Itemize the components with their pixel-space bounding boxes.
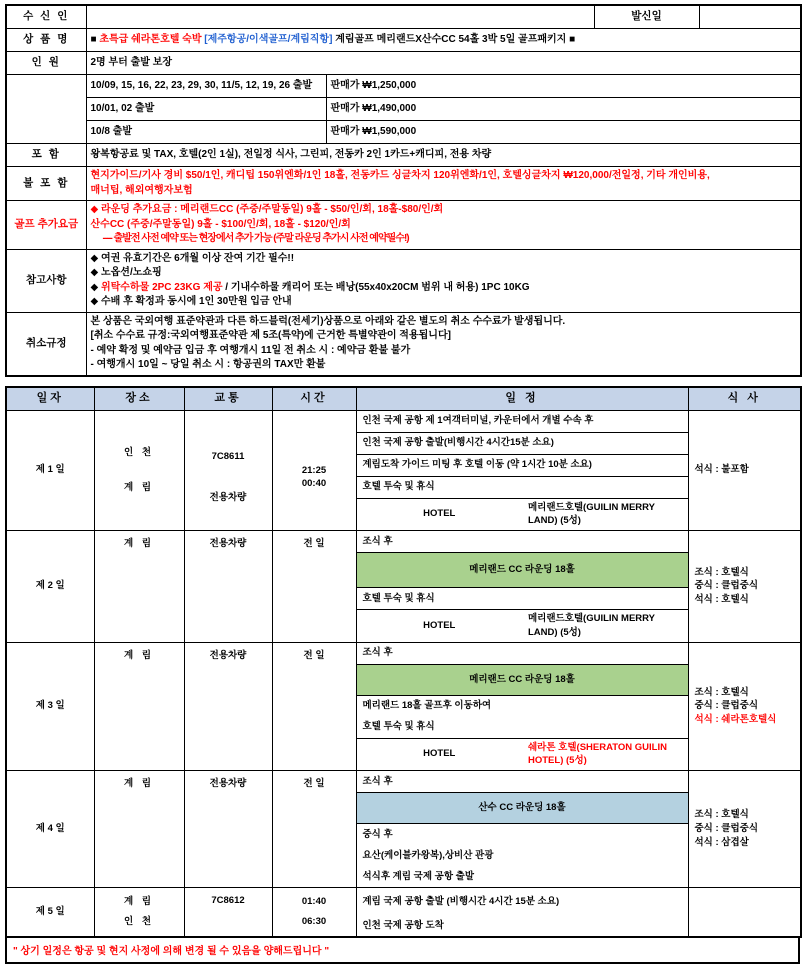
itinerary-header-row bbox=[6, 387, 801, 411]
title-mark-open: ■ bbox=[91, 34, 97, 45]
meal-3-0: 조식 : 호텔식 bbox=[695, 808, 797, 822]
schedule-text-0-2: 계림도착 가이드 미팅 후 호텔 이동 (약 1시간 10분 소요) bbox=[357, 454, 688, 476]
price-amount-0: 판매가 ₩1,250,000 bbox=[326, 75, 801, 98]
time-4-0: 01:40 bbox=[277, 895, 352, 909]
table-row-product-name bbox=[6, 29, 801, 52]
price-amount-2: 판매가 ₩1,590,000 bbox=[326, 121, 801, 144]
day-time-2: 전 일 bbox=[272, 642, 356, 771]
schedule-text-2-0: 조식 후 bbox=[357, 643, 688, 665]
meal-1-1: 중식 : 클럽중식 bbox=[695, 579, 797, 593]
meal-3-1: 중식 : 클럽중식 bbox=[695, 822, 797, 836]
meal-3-2: 석식 : 삼겹살 bbox=[695, 836, 797, 850]
note-bullet-1: ◆ bbox=[91, 267, 99, 278]
included-value: 왕복항공료 및 TAX, 호텔(2인 1실), 전일정 식사, 그린피, 전동카 2인 1카드+캐디피, 전용 차량 bbox=[86, 144, 801, 167]
schedule-item-highlight bbox=[357, 664, 688, 695]
day-schedule-3 bbox=[356, 771, 688, 888]
day-place-3: 계 림 bbox=[94, 771, 184, 888]
recipient-label: 수 신 인 bbox=[6, 5, 86, 29]
title-mark-close: ■ bbox=[569, 34, 575, 45]
golf-round-highlight-2: 메리랜드 CC 라운딩 18홀 bbox=[357, 664, 688, 695]
day-label-2: 제 3 일 bbox=[6, 642, 94, 771]
place-0-0: 인 천 bbox=[99, 446, 180, 460]
schedule-item bbox=[357, 912, 688, 936]
header-schedule: 일 정 bbox=[356, 387, 688, 411]
schedule-item bbox=[357, 771, 688, 793]
golf-round-highlight-1: 메리랜드 CC 라운딩 18홀 bbox=[357, 553, 688, 588]
day-place-2: 계 림 bbox=[94, 642, 184, 771]
cancel-line-3: - 여행개시 10일 ~ 당일 취소 시 : 항공권의 TAX만 환불 bbox=[91, 358, 797, 373]
title-blue-segment: [제주항공/이색골프/계림직항] bbox=[204, 34, 332, 45]
table-row-day3 bbox=[6, 642, 801, 771]
day-transport-2: 전용차량 bbox=[184, 642, 272, 771]
schedule-item bbox=[357, 888, 688, 912]
note-text-0: 여권 유효기간은 6개월 이상 잔여 기간 필수!! bbox=[101, 253, 294, 264]
place-0-1: 계 림 bbox=[99, 481, 180, 495]
day-schedule-0 bbox=[356, 410, 688, 531]
meal-0-0: 석식 : 불포함 bbox=[695, 463, 797, 477]
table-row-persons bbox=[6, 52, 801, 75]
product-title-cell bbox=[86, 29, 801, 52]
table-row-notes bbox=[6, 249, 801, 312]
header-day: 일자 bbox=[6, 387, 94, 411]
time-0-0: 21:25 bbox=[277, 464, 352, 478]
schedule-text-1-0: 조식 후 bbox=[357, 531, 688, 553]
table-row-price-2 bbox=[6, 98, 801, 121]
schedule-text-3-2: 중식 후 bbox=[357, 824, 688, 846]
price-amount-1: 판매가 ₩1,490,000 bbox=[326, 98, 801, 121]
cancel-value bbox=[86, 312, 801, 376]
schedule-item bbox=[357, 454, 688, 476]
title-red-segment: 초특급 쉐라톤호텔 숙박 bbox=[99, 34, 201, 45]
table-row-day2 bbox=[6, 531, 801, 643]
schedule-item bbox=[357, 643, 688, 665]
schedule-text-4-0: 계림 국제 공항 출발 (비행시간 4시간 15분 소요) bbox=[357, 888, 688, 912]
note-line-0 bbox=[91, 252, 797, 267]
day-label-0: 제 1 일 bbox=[6, 410, 94, 531]
note-bullet-0: ◆ bbox=[91, 253, 99, 264]
schedule-item bbox=[357, 531, 688, 553]
table-row-day5 bbox=[6, 888, 801, 938]
price-dates-2: 10/8 출발 bbox=[86, 121, 326, 144]
golf-fee-line-1: 산수CC (주중/주말동일) 9홀 - $100/인/회, 18홀 - $120/인/회 bbox=[91, 218, 797, 233]
hotel-value-0: 메리랜드호텔(GUILIN MERRY LAND) (5성) bbox=[522, 498, 688, 530]
day-transport-0 bbox=[184, 410, 272, 531]
price-dates-1: 10/01, 02 출발 bbox=[86, 98, 326, 121]
day-label-4: 제 5 일 bbox=[6, 888, 94, 938]
schedule-item bbox=[357, 588, 688, 610]
time-0-1: 00:40 bbox=[277, 477, 352, 491]
header-meal: 식 사 bbox=[688, 387, 801, 411]
table-row-excluded bbox=[6, 167, 801, 201]
title-black-segment: 계림골프 메리랜드X산수CC 54홀 3박 5일 골프패키지 bbox=[335, 34, 566, 45]
day-time-1: 전 일 bbox=[272, 531, 356, 643]
day-meal-2 bbox=[688, 642, 801, 771]
hotel-value-2: 쉐라톤 호텔(SHERATON GUILIN HOTEL) (5성) bbox=[522, 738, 688, 770]
day-meal-0 bbox=[688, 410, 801, 531]
footer-disclaimer: " 상기 일정은 항공 및 현지 사정에 의해 변경 될 수 있음을 양해드립니다 " bbox=[5, 938, 800, 964]
day-schedule-1 bbox=[356, 531, 688, 643]
place-4-0: 계 림 bbox=[99, 895, 180, 909]
excluded-value bbox=[86, 167, 801, 201]
meal-1-2: 석식 : 호텔식 bbox=[695, 593, 797, 607]
schedule-list-0 bbox=[357, 411, 688, 531]
itinerary-table bbox=[5, 386, 802, 939]
included-label: 포 함 bbox=[6, 144, 86, 167]
note-line-1 bbox=[91, 266, 797, 281]
schedule-item bbox=[357, 432, 688, 454]
table-row-day1 bbox=[6, 410, 801, 531]
price-label-blank bbox=[6, 75, 86, 144]
recipient-value bbox=[86, 5, 594, 29]
cancel-line-2: - 예약 확정 및 예약금 입금 후 여행개시 11일 전 취소 시 : 예약금 환불 불가 bbox=[91, 344, 797, 359]
sender-date-label: 발신일 bbox=[594, 5, 699, 29]
persons-value: 2명 부터 출발 보장 bbox=[86, 52, 801, 75]
table-row-cancel-policy bbox=[6, 312, 801, 376]
cancel-label: 취소규정 bbox=[6, 312, 86, 376]
day-place-0 bbox=[94, 410, 184, 531]
note-bullet-3: ◆ bbox=[91, 296, 99, 307]
golf-fee-label: 골프 추가요금 bbox=[6, 201, 86, 250]
day-meal-1 bbox=[688, 531, 801, 643]
day-label-3: 제 4 일 bbox=[6, 771, 94, 888]
notes-value bbox=[86, 249, 801, 312]
sender-date-value bbox=[699, 5, 801, 29]
header-time: 시간 bbox=[272, 387, 356, 411]
schedule-list-1 bbox=[357, 531, 688, 642]
golf-fee-line-0: ◆ 라운딩 추가요금 : 메리랜드CC (주중/주말동일) 9홀 - $50/인/회, 18홀-$80/인/회 bbox=[91, 203, 797, 218]
table-row-included bbox=[6, 144, 801, 167]
schedule-list-3 bbox=[357, 771, 688, 887]
price-dates-0: 10/09, 15, 16, 22, 23, 29, 30, 11/5, 12, 19, 26 출발 bbox=[86, 75, 326, 98]
transport-0-0: 7C8611 bbox=[189, 450, 268, 464]
schedule-item-highlight bbox=[357, 793, 688, 824]
day-transport-1: 전용차량 bbox=[184, 531, 272, 643]
excluded-label: 불 포 함 bbox=[6, 167, 86, 201]
day-meal-4 bbox=[688, 888, 801, 938]
table-row-price-3 bbox=[6, 121, 801, 144]
note-line-2 bbox=[91, 281, 797, 296]
notes-label: 참고사항 bbox=[6, 249, 86, 312]
schedule-item bbox=[357, 717, 688, 739]
place-4-1: 인 천 bbox=[99, 915, 180, 929]
note-text-2-red: 위탁수하물 2PC 23KG 제공 bbox=[101, 282, 223, 293]
schedule-text-4-1: 인천 국제 공항 도착 bbox=[357, 912, 688, 936]
schedule-item bbox=[357, 476, 688, 498]
hotel-key-0: HOTEL bbox=[357, 498, 523, 530]
day-time-3: 전 일 bbox=[272, 771, 356, 888]
itinerary-section bbox=[5, 386, 800, 964]
meal-1-0: 조식 : 호텔식 bbox=[695, 566, 797, 580]
schedule-item bbox=[357, 411, 688, 433]
transport-0-1: 전용차량 bbox=[189, 491, 268, 505]
table-row-day4 bbox=[6, 771, 801, 888]
note-bullet-2: ◆ bbox=[91, 282, 99, 293]
schedule-hotel-row bbox=[357, 610, 688, 642]
schedule-text-3-4: 석식후 계림 국제 공항 출발 bbox=[357, 866, 688, 887]
persons-label: 인 원 bbox=[6, 52, 86, 75]
day-schedule-2 bbox=[356, 642, 688, 771]
schedule-text-3-0: 조식 후 bbox=[357, 771, 688, 793]
meal-2-1: 중식 : 클럽중식 bbox=[695, 699, 797, 713]
day-transport-4: 7C8612 bbox=[184, 888, 272, 938]
table-row-price-1 bbox=[6, 75, 801, 98]
schedule-text-2-2: 메리랜드 18홀 골프후 이동하여 bbox=[357, 695, 688, 717]
schedule-item-highlight bbox=[357, 553, 688, 588]
schedule-text-0-3: 호텔 투숙 및 휴식 bbox=[357, 476, 688, 498]
cancel-line-1: [취소 수수료 규정:국외여행표준약관 제 5조(특약)에 근거한 특별약관이 적용됩니다] bbox=[91, 329, 797, 344]
note-text-1: 노옵션/노쇼핑 bbox=[101, 267, 162, 278]
note-text-3: 수배 후 확정과 동시에 1인 30만원 입금 안내 bbox=[101, 296, 292, 307]
schedule-hotel-row bbox=[357, 738, 688, 770]
time-4-1: 06:30 bbox=[277, 915, 352, 929]
schedule-text-0-1: 인천 국제 공항 출발(비행시간 4시간15분 소요) bbox=[357, 432, 688, 454]
schedule-list-2 bbox=[357, 643, 688, 771]
day-time-0 bbox=[272, 410, 356, 531]
schedule-item bbox=[357, 695, 688, 717]
day-place-1: 계 림 bbox=[94, 531, 184, 643]
excluded-line-0: 현지가이드/기사 경비 $50/1인, 캐디팁 150위엔화/1인 18홀, 전동카드 싱글차지 120위엔화/1인, 호텔싱글차지 ₩120,000/전일정, 기타 개인비용, bbox=[91, 169, 797, 184]
day-meal-3 bbox=[688, 771, 801, 888]
golf-fee-line-2: ---- 출발전 사전 예약 또는 현장에서 추가 가능 (주말 라운딩 추가시 사전 예약필수!) bbox=[91, 232, 797, 247]
schedule-item bbox=[357, 845, 688, 866]
cancel-line-0: 본 상품은 국외여행 표준약관과 다른 하드블럭(전세기)상품으로 아래와 같은 별도의 취소 수수료가 발생됩니다. bbox=[91, 315, 797, 330]
header-place: 장소 bbox=[94, 387, 184, 411]
day-time-4 bbox=[272, 888, 356, 938]
day-label-1: 제 2 일 bbox=[6, 531, 94, 643]
hotel-value-1: 메리랜드호텔(GUILIN MERRY LAND) (5성) bbox=[522, 610, 688, 642]
schedule-text-1-2: 호텔 투숙 및 휴식 bbox=[357, 588, 688, 610]
schedule-item bbox=[357, 866, 688, 887]
product-label: 상 품 명 bbox=[6, 29, 86, 52]
schedule-text-3-3: 요산(케이블카왕복),상비산 관광 bbox=[357, 845, 688, 866]
product-info-table bbox=[5, 4, 802, 377]
hotel-key-2: HOTEL bbox=[357, 738, 523, 770]
schedule-text-0-0: 인천 국제 공항 제 1여객터미널, 카운터에서 개별 수속 후 bbox=[357, 411, 688, 433]
schedule-hotel-row bbox=[357, 498, 688, 530]
schedule-item bbox=[357, 824, 688, 846]
day-schedule-4 bbox=[356, 888, 688, 938]
meal-2-0: 조식 : 호텔식 bbox=[695, 686, 797, 700]
note-line-3 bbox=[91, 295, 797, 310]
day-place-4 bbox=[94, 888, 184, 938]
day-transport-3: 전용차량 bbox=[184, 771, 272, 888]
note-text-2: / 기내수하물 캐리어 또는 배낭(55x40x20CM 범위 내 허용) 1PC 10KG bbox=[225, 282, 529, 293]
golf-fee-value bbox=[86, 201, 801, 250]
golf-round-highlight-3: 산수 CC 라운딩 18홀 bbox=[357, 793, 688, 824]
hotel-key-1: HOTEL bbox=[357, 610, 523, 642]
table-row-golf-fee bbox=[6, 201, 801, 250]
table-row-recipient bbox=[6, 5, 801, 29]
excluded-line-1: 매너팁, 해외여행자보험 bbox=[91, 184, 797, 199]
schedule-text-2-3: 호텔 투숙 및 휴식 bbox=[357, 717, 688, 739]
meal-2-2: 석식 : 쉐라톤호텔식 bbox=[695, 713, 797, 727]
header-transport: 교통 bbox=[184, 387, 272, 411]
schedule-list-4 bbox=[357, 888, 688, 936]
